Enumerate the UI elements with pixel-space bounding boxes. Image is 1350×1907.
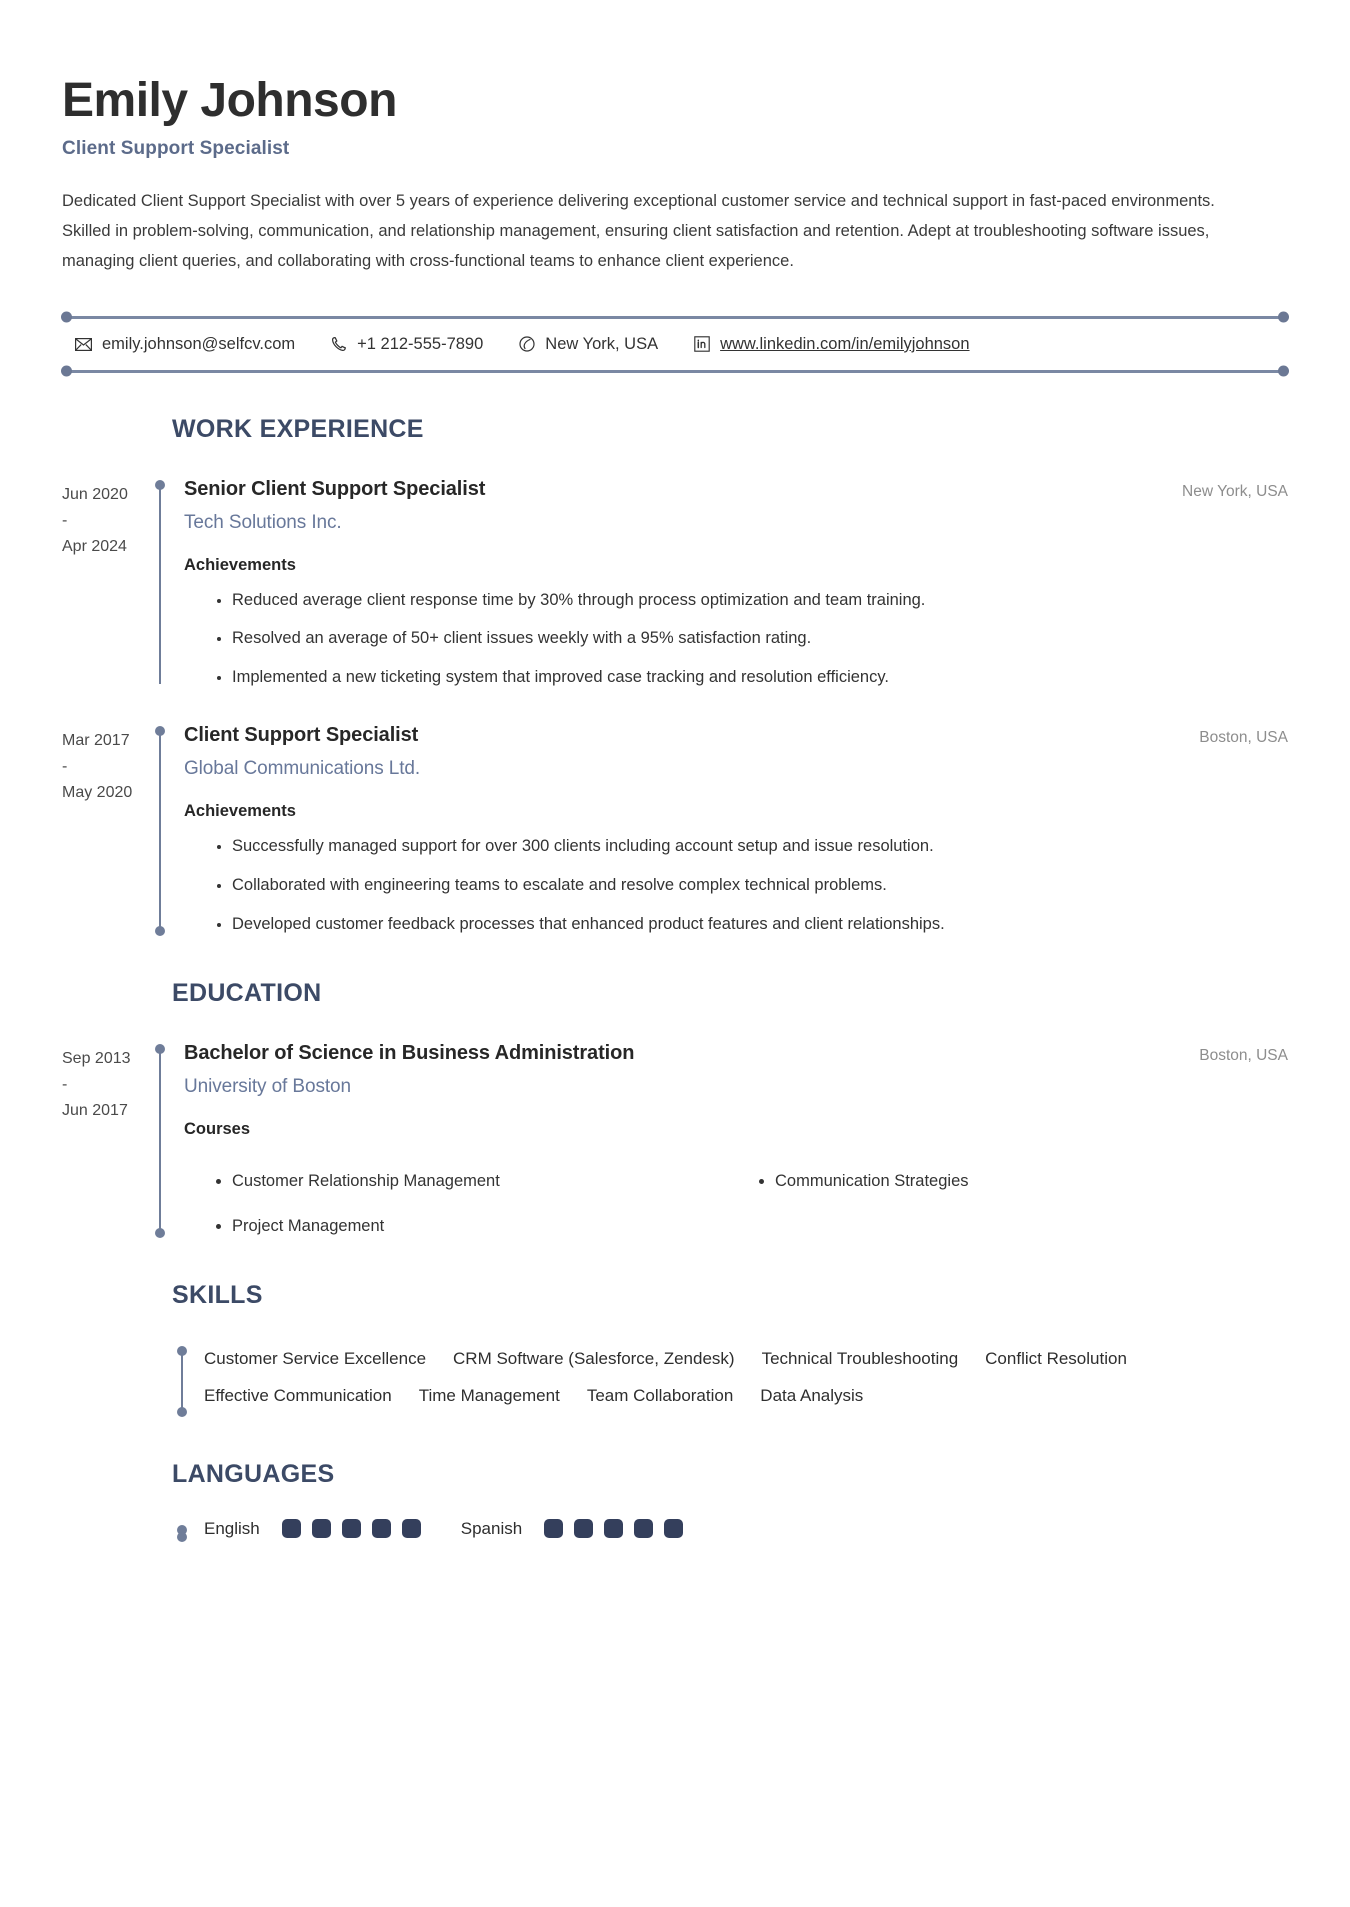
timeline-line bbox=[159, 1048, 161, 1233]
skills-list bbox=[194, 1336, 1204, 1418]
divider-top bbox=[62, 316, 1288, 319]
section-title-work: WORK EXPERIENCE bbox=[172, 414, 424, 443]
list-item: • Project Management bbox=[232, 1214, 745, 1239]
entry-body bbox=[172, 1034, 1288, 1239]
timeline-dot-end-icon bbox=[155, 1228, 165, 1238]
entry-dates bbox=[62, 470, 150, 691]
level-dot bbox=[282, 1519, 301, 1538]
languages-block bbox=[62, 1515, 1288, 1543]
date-end: Apr 2024 bbox=[62, 537, 127, 555]
skills-block bbox=[62, 1336, 1288, 1418]
date-start: Mar 2017 bbox=[62, 732, 130, 750]
section-languages bbox=[62, 1460, 1288, 1543]
linkedin-icon bbox=[692, 335, 711, 354]
contact-phone[interactable] bbox=[329, 335, 483, 354]
entry-head bbox=[184, 1042, 1288, 1065]
entry-location: Boston, USA bbox=[1199, 729, 1288, 747]
entry-dates bbox=[62, 716, 150, 937]
list-item: • Developed customer feedback processes that enhanced product features and client relationships. bbox=[232, 912, 1288, 938]
courses-list bbox=[184, 1149, 1288, 1239]
list-item: • Implemented a new ticketing system that improved case tracking and resolution efficiency. bbox=[232, 665, 1288, 691]
contact-phone-text: +1 212-555-7890 bbox=[357, 334, 484, 353]
section-work-experience bbox=[62, 415, 1288, 937]
language-level-meter bbox=[282, 1519, 421, 1538]
level-dot bbox=[342, 1519, 361, 1538]
contact-location-text: New York, USA bbox=[545, 334, 659, 353]
entry-organization: Global Communications Ltd. bbox=[184, 758, 421, 780]
entry-head bbox=[184, 478, 1288, 501]
section-title-languages: LANGUAGES bbox=[172, 1459, 335, 1488]
date-start: Jun 2020 bbox=[62, 485, 128, 503]
entry-body bbox=[172, 470, 1288, 691]
timeline-dot-end-icon bbox=[177, 1532, 187, 1542]
date-dash: - bbox=[62, 1076, 68, 1094]
timeline-marker bbox=[150, 716, 172, 937]
list-item: • Collaborated with engineering teams to escalate and resolve complex technical problems. bbox=[232, 873, 1288, 899]
contact-block bbox=[62, 316, 1288, 373]
language-name: Spanish bbox=[460, 1518, 523, 1538]
level-dot bbox=[312, 1519, 331, 1538]
entry-dates bbox=[62, 1034, 150, 1239]
level-dot bbox=[544, 1519, 563, 1538]
level-dot bbox=[664, 1519, 683, 1538]
contact-email[interactable] bbox=[74, 335, 295, 354]
skill-tag: Data Analysis bbox=[760, 1385, 864, 1405]
language-item bbox=[461, 1519, 683, 1539]
phone-icon bbox=[329, 335, 348, 354]
timeline-marker bbox=[150, 470, 172, 691]
timeline-marker bbox=[172, 1515, 194, 1543]
envelope-icon bbox=[74, 335, 93, 354]
skill-tag: Technical Troubleshooting bbox=[761, 1348, 959, 1368]
skill-tag: Conflict Resolution bbox=[985, 1348, 1127, 1368]
contact-email-text: emily.johnson@selfcv.com bbox=[102, 334, 296, 353]
entry-head bbox=[184, 724, 1288, 747]
section-education bbox=[62, 979, 1288, 1239]
list-item: • Reduced average client response time by 30% through process optimization and team training. bbox=[232, 588, 1288, 614]
education-entry bbox=[62, 1034, 1288, 1239]
date-end: Jun 2017 bbox=[62, 1101, 128, 1119]
level-dot bbox=[402, 1519, 421, 1538]
date-end: May 2020 bbox=[62, 784, 133, 802]
entry-sub-label: Achievements bbox=[184, 802, 296, 821]
entry-title: Bachelor of Science in Business Administration bbox=[184, 1042, 635, 1065]
date-dash: - bbox=[62, 758, 68, 776]
languages-list bbox=[194, 1515, 1288, 1543]
work-entry bbox=[62, 716, 1288, 937]
entry-sub-label: Courses bbox=[184, 1120, 251, 1139]
timeline-dot-end-icon bbox=[155, 926, 165, 936]
entry-body bbox=[172, 716, 1288, 937]
professional-summary: Dedicated Client Support Specialist with over 5 years of experience delivering exceptional customer service and technical support in fast-paced environments. Skilled in problem-solving, communication, and relationship management, ensuring client satisfaction and retention. Adept at troubleshooting software issues, managing client queries, and collaborating with cross-functional teams to enhance client experience. bbox=[62, 191, 1215, 270]
list-item: • Communication Strategies bbox=[775, 1169, 1288, 1194]
level-dot bbox=[574, 1519, 593, 1538]
timeline-line bbox=[159, 484, 161, 685]
timeline-line bbox=[159, 730, 161, 931]
skill-tag: CRM Software (Salesforce, Zendesk) bbox=[453, 1348, 735, 1368]
entry-title: Senior Client Support Specialist bbox=[184, 477, 486, 500]
work-entry bbox=[62, 470, 1288, 691]
level-dot bbox=[634, 1519, 653, 1538]
list-item: • Successfully managed support for over 300 clients including account setup and issue resolution. bbox=[232, 834, 1288, 860]
timeline-marker bbox=[172, 1336, 194, 1418]
entry-title: Client Support Specialist bbox=[184, 724, 419, 747]
contact-linkedin-text[interactable]: www.linkedin.com/in/emilyjohnson bbox=[720, 334, 970, 353]
entry-organization: Tech Solutions Inc. bbox=[184, 511, 342, 533]
divider-bottom bbox=[62, 370, 1288, 373]
section-title-education: EDUCATION bbox=[172, 979, 322, 1008]
resume-header bbox=[62, 74, 1288, 276]
timeline-dot-end-icon bbox=[177, 1407, 187, 1417]
candidate-name: Emily Johnson bbox=[62, 74, 397, 127]
entry-location: Boston, USA bbox=[1199, 1047, 1288, 1065]
language-item bbox=[204, 1519, 421, 1539]
language-level-meter bbox=[544, 1519, 683, 1538]
contact-location bbox=[517, 335, 658, 354]
entry-bullet-list bbox=[184, 588, 1288, 691]
entry-organization: University of Boston bbox=[184, 1076, 351, 1098]
candidate-role: Client Support Specialist bbox=[62, 137, 290, 159]
entry-sub-label: Achievements bbox=[184, 555, 296, 574]
skill-tag: Team Collaboration bbox=[586, 1385, 734, 1405]
list-item: • Customer Relationship Management bbox=[232, 1169, 745, 1194]
date-dash: - bbox=[62, 511, 68, 529]
entry-location: New York, USA bbox=[1182, 482, 1288, 500]
timeline-line bbox=[181, 1350, 183, 1412]
skill-tag: Effective Communication bbox=[204, 1385, 392, 1405]
contact-linkedin[interactable] bbox=[692, 335, 969, 354]
list-item: • Resolved an average of 50+ client issues weekly with a 95% satisfaction rating. bbox=[232, 626, 1288, 652]
location-pin-icon bbox=[517, 335, 536, 354]
date-start: Sep 2013 bbox=[62, 1050, 131, 1068]
skill-tag: Customer Service Excellence bbox=[204, 1348, 427, 1368]
timeline-marker bbox=[150, 1034, 172, 1239]
skill-tag: Time Management bbox=[418, 1385, 560, 1405]
level-dot bbox=[604, 1519, 623, 1538]
entry-bullet-list bbox=[184, 834, 1288, 937]
section-skills bbox=[62, 1281, 1288, 1418]
level-dot bbox=[372, 1519, 391, 1538]
section-title-skills: SKILLS bbox=[172, 1280, 263, 1309]
language-name: English bbox=[204, 1518, 260, 1538]
contact-row bbox=[62, 319, 1288, 370]
